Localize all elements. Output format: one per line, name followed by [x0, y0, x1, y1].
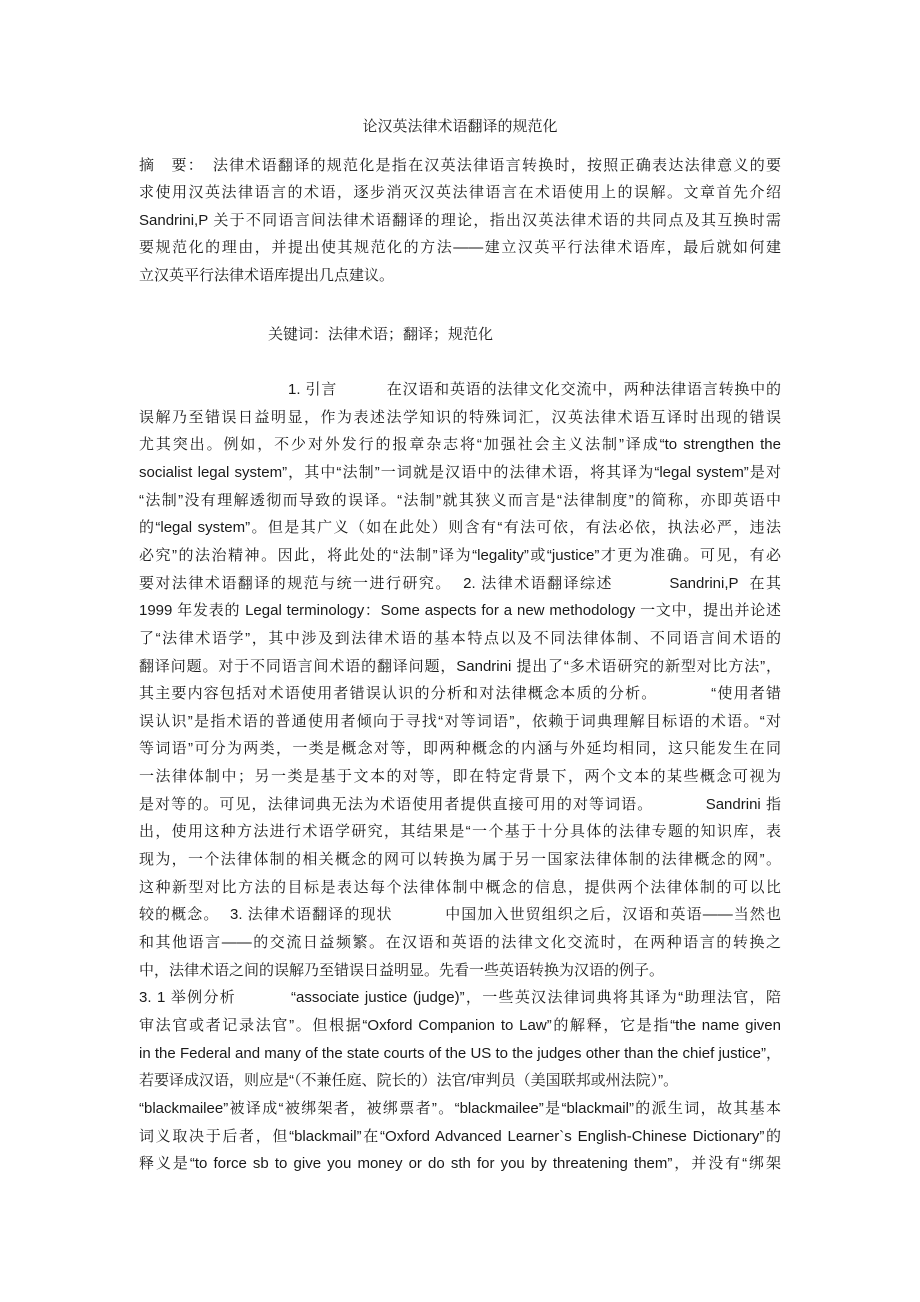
abstract-line: 求使用汉英法律语言的术语，逐步消灭汉英法律语言在术语使用上的误解。文章首先介绍 — [139, 184, 781, 201]
body-line: 必究”的法治精神。因此，将此处的“法制”译为“legality”或“justice”才更为准确。可见，有必 — [139, 546, 781, 564]
body-line: 现为，一个法律体制的相关概念的网可以转换为属于另一国家法律体制的法律概念的网”。 — [139, 851, 781, 869]
body-line: 的“legal system”。但是其广义（如在此处）则含有“有法可依，有法必依，执法必严，违法 — [139, 519, 781, 537]
body-line: socialist legal system”，其中“法制”一词就是汉语中的法律术语，将其译为“legal system”是对 — [139, 463, 781, 481]
body-line: 释义是“to force sb to give you money or do sth for you by threatening them”，并没有“绑架 — [139, 1155, 781, 1173]
document-title: 论汉英法律术语翻译的规范化 — [362, 118, 558, 135]
body-line: 一法律体制中；另一类是基于文本的对等，即在特定背景下，两个文本的某些概念可视为 — [139, 768, 781, 786]
body-line: 其主要内容包括对术语使用者错误认识的分析和对法律概念本质的分析。 “使用者错 — [139, 685, 781, 703]
body-line: 若要译成汉语，则应是“（不兼任庭、院长的）法官/审判员（美国联邦或州法院）”。 — [139, 1072, 679, 1090]
body-line: 了“法律术语学”，其中涉及到法律术语的基本特点以及不同法律体制、不同语言间术语的 — [139, 629, 781, 647]
body-line: 中，法律术语之间的误解乃至错误日益明显。先看一些英语转换为汉语的例子。 — [139, 961, 665, 979]
body-line: 尤其突出。例如，不少对外发行的报章杂志将“加强社会主义法制”译成“to strengthen the — [139, 436, 781, 454]
body-line: 审法官或者记录法官”。但根据“Oxford Companion to Law”的解释，它是指“the name given — [139, 1016, 781, 1034]
body-line: “法制”没有理解透彻而导致的误译。“法制”就其狭义而言是“法律制度”的简称，亦即英语中 — [139, 491, 781, 509]
abstract-line: 摘 要： 法律术语翻译的规范化是指在汉英法律语言转换时，按照正确表达法律意义的要 — [139, 157, 781, 174]
body-line: 这种新型对比方法的目标是表达每个法律体制中概念的信息，提供两个法律体制的可以比 — [139, 878, 781, 896]
body-line: 误解乃至错误日益明显，作为表述法学知识的特殊词汇，汉英法律术语互译时出现的错误 — [139, 408, 781, 426]
body-line: 3. 1 举例分析 “associate justice (judge)”，一些英汉法律词典将其译为“助理法官，陪 — [139, 989, 781, 1007]
body-line: 误认识”是指术语的普通使用者倾向于寻找“对等词语”，依赖于词典理解目标语的术语。“对 — [139, 712, 781, 730]
abstract-line: 要规范化的理由，并提出使其规范化的方法——建立汉英平行法律术语库，最后就如何建 — [139, 239, 781, 256]
body-line: 出，使用这种方法进行术语学研究，其结果是“一个基于十分具体的法律专题的知识库，表 — [139, 823, 781, 841]
body-line: 和其他语言——的交流日益频繁。在汉语和英语的法律文化交流时，在两种语言的转换之 — [139, 934, 781, 951]
body-line: 是对等的。可见，法律词典无法为术语使用者提供直接可用的对等词语。 Sandrini 指 — [139, 795, 781, 813]
body-line: 翻译问题。对于不同语言间术语的翻译问题，Sandrini 提出了“多术语研究的新型对比方法”， — [139, 657, 781, 675]
body-line: 要对法律术语翻译的规范与统一进行研究。 2. 法律术语翻译综述 Sandrini,P 在其 — [139, 574, 781, 592]
body-line: 1999 年发表的 Legal terminology：Some aspects for a new methodology 一文中，提出并论述 — [139, 602, 781, 620]
keywords-line: 关键词：法律术语；翻译；规范化 — [268, 326, 494, 343]
body-line: 词义取决于后者，但“blackmail”在“Oxford Advanced Learner`s English-Chinese Dictionary”的 — [139, 1127, 781, 1145]
body-line: in the Federal and many of the state courts of the US to the judges other than the chief justice”， — [139, 1044, 781, 1062]
body-line: “blackmailee”被译成“被绑架者，被绑票者”。“blackmailee”是“blackmail”的派生词，故其基本 — [139, 1099, 781, 1117]
body-line: 等词语”可分为两类，一类是概念对等，即两种概念的内涵与外延均相同，这只能发生在同 — [139, 740, 781, 758]
abstract-line: Sandrini,P 关于不同语言间法律术语翻译的理论，指出汉英法律术语的共同点及其互换时需 — [139, 212, 781, 229]
body-line: 较的概念。 3. 法律术语翻译的现状 中国加入世贸组织之后，汉语和英语——当然也 — [139, 906, 781, 924]
body-line: 1. 引言 在汉语和英语的法律文化交流中，两种法律语言转换中的 — [139, 381, 781, 398]
abstract-line: 立汉英平行法律术语库提出几点建议。 — [139, 267, 395, 284]
